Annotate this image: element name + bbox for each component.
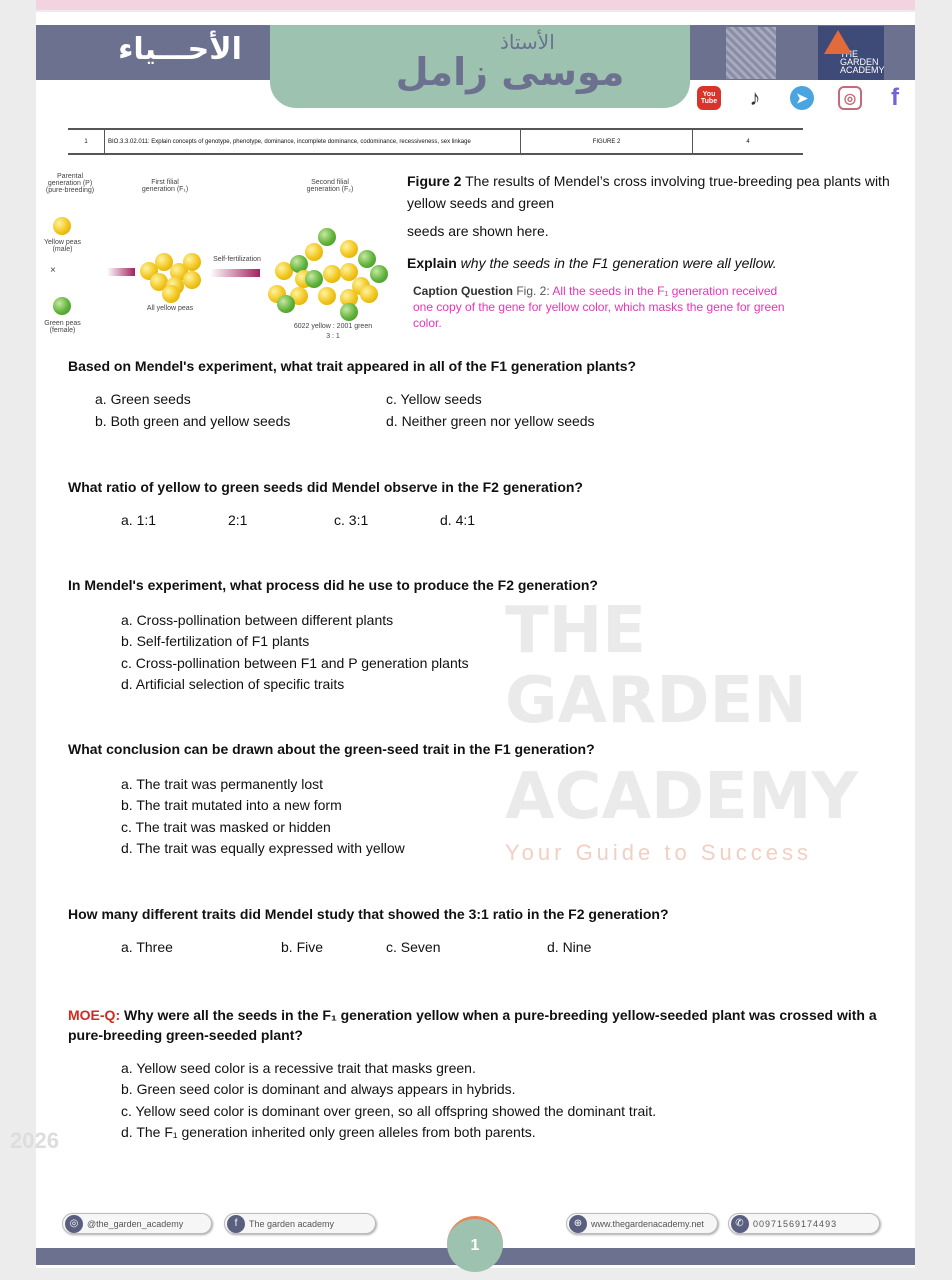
label-all-yellow: All yellow peas [146,305,194,312]
watermark-line: ACADEMY [505,760,858,834]
option[interactable]: b. Green seed color is dominant and always appears in hybrids. [121,1081,516,1097]
caption-question: Caption Question Fig. 2: All the seeds in the F₁ generation received one copy of the gene for yellow color, which masks the gene for green color. [413,284,785,330]
question-5: How many different traits did Mendel study that showed the 3:1 ratio in the F2 generation? [68,906,669,922]
standard-table-row [68,128,803,155]
option[interactable]: c. Yellow seed color is dominant over green, so all offspring showed the dominant trait. [121,1103,657,1119]
option[interactable]: a. 1:1 [121,512,157,528]
figure-desc-2: seeds are shown here. [407,223,549,239]
youtube-icon[interactable]: You Tube [697,86,721,110]
watermark-line: THE [505,594,646,668]
label-count: 6022 yellow : 2001 green [293,323,373,330]
option[interactable]: c. Cross-pollination between F1 and P generation plants [121,655,469,671]
label-yellow: Yellow peas (male) [43,239,82,253]
label-parental: Parental generation (P) (pure-breeding) [45,173,95,194]
explain-label: Explain [407,255,457,271]
explain-text: why the seeds in the F1 generation were all yellow. [456,255,777,271]
label-ratio: 3 : 1 [326,333,340,340]
option[interactable]: d. 4:1 [440,512,476,528]
facebook-icon: f [227,1215,245,1233]
top-strip [36,0,915,10]
watermark-line: GARDEN [505,664,807,738]
label-green: Green peas (female) [44,320,81,334]
option[interactable]: b. Self-fertilization of F1 plants [121,633,310,649]
globe-icon: ⊕ [569,1215,587,1233]
question-4: What conclusion can be drawn about the green-seed trait in the F1 generation? [68,741,595,757]
instagram-icon: ◎ [65,1215,83,1233]
watermark-year: 2026 [10,1128,59,1153]
option[interactable]: b. The trait mutated into a new form [121,797,342,813]
question-3: In Mendel's experiment, what process did he use to produce the F2 generation? [68,577,598,593]
option[interactable]: d. The trait was equally expressed with yellow [121,840,405,856]
phone-icon: ✆ [731,1215,749,1233]
label-f2: Second filial generation (F₂) [306,179,354,193]
moe-label: MOE-Q: [68,1007,121,1023]
question-number: 1 [68,130,105,153]
subject-title: الأحـــياء [118,32,242,67]
telegram-icon[interactable]: ➤ [790,86,814,110]
option[interactable]: b. Both green and yellow seeds [95,413,291,429]
teacher-name: موسى زامل [395,50,625,94]
option[interactable]: a. Cross-pollination between different plants [121,612,394,628]
page-number: 1 [447,1216,503,1272]
option[interactable]: c. Yellow seeds [386,391,482,407]
arrow-icon [210,269,260,277]
option[interactable]: a. Yellow seed color is a recessive trait that masks green. [121,1060,476,1076]
tiktok-icon[interactable]: ♪ [749,85,761,110]
option[interactable]: 2:1 [228,512,248,528]
option[interactable]: a. The trait was permanently lost [121,776,324,792]
label-f1: First filial generation (F₁) [141,179,189,193]
caption-answer: All the seeds in the F₁ generation received one copy of the gene for yellow color, which masks the gene for green color. [413,284,785,330]
option[interactable]: c. 3:1 [334,512,369,528]
instagram-link[interactable]: ◎ @the_garden_academy [62,1213,212,1234]
qr-code[interactable] [726,27,776,79]
figure-desc: The results of Mendel’s cross involving true-breeding pea plants with yellow seeds and green [407,173,890,211]
option[interactable]: c. Seven [386,939,441,955]
option[interactable]: a. Green seeds [95,391,191,407]
option[interactable]: d. The F₁ generation inherited only green alleles from both parents. [121,1124,536,1140]
question-1: Based on Mendel's experiment, what trait appeared in all of the F1 generation plants? [68,358,637,374]
academy-logo: THE GARDEN ACADEMY [818,26,884,80]
figure-label: Figure 2 [407,173,462,189]
teacher-title: الأستاذ [500,30,555,54]
arrow-icon [107,268,135,276]
website-link[interactable]: ⊕ www.thegardenacademy.net [566,1213,718,1234]
option[interactable]: a. Three [121,939,173,955]
mendel-cross-figure [40,165,400,345]
question-6: MOE-Q: Why were all the seeds in the F₁ generation yellow when a pure-breeding yellow-seeded plant was crossed with a pure-breeding green-seeded plant? [68,1007,877,1043]
instagram-icon[interactable]: ◎ [838,86,862,110]
option[interactable]: d. Neither green nor yellow seeds [386,413,595,429]
facebook-icon[interactable]: f [891,84,899,111]
watermark-tagline: Your Guide to Success [505,840,812,865]
marks: 4 [746,138,750,145]
option[interactable]: b. Five [281,939,324,955]
facebook-link[interactable]: f The garden academy [224,1213,376,1234]
question-2: What ratio of yellow to green seeds did Mendel observe in the F2 generation? [68,479,583,495]
option[interactable]: d. Artificial selection of specific traits [121,676,345,692]
label-self-fert: Self-fertilization [213,256,261,263]
standard-text: BIO.3.3.02.011: Explain concepts of genotype, phenotype, dominance, incomplete dominance, codominance, recessiveness, sex linkage [105,130,521,153]
cross-symbol: × [50,265,56,276]
phone-link[interactable]: ✆ 00971569174493 [728,1213,880,1234]
option[interactable]: d. Nine [547,939,592,955]
figure-ref: FIGURE 2 [521,130,693,153]
figure-description [407,170,897,274]
option[interactable]: c. The trait was masked or hidden [121,819,331,835]
